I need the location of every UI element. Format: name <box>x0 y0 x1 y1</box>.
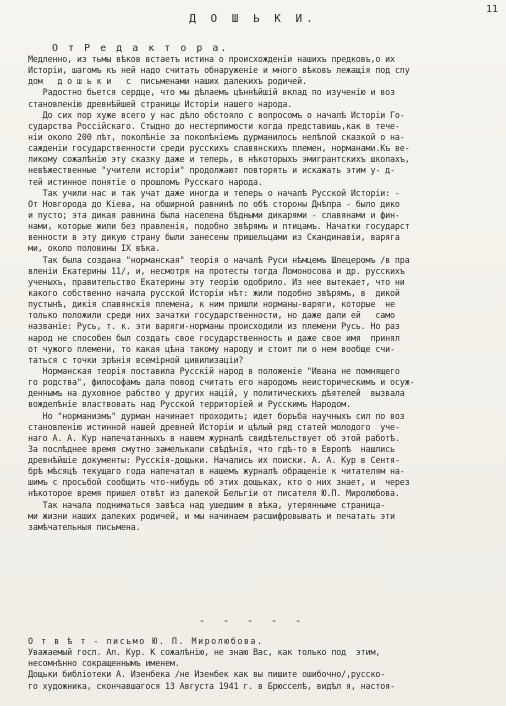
text-line: древнѣйшiе документы: Русскiя-дощьки. Начались их поиски. А. А. Кур в Сентя- <box>28 455 400 466</box>
text-line: таться с точки зрѣнiя всемiрной цивилизацiи? <box>28 354 244 365</box>
text-line: наго А. А. Кур напечатанныхъ в нашем журналѣ свидѣтельствует об этой работѣ. <box>28 432 400 443</box>
text-line: Но "норманизмъ" дурман начинает проходить; идет борьба научныхъ сил по воз <box>28 410 405 421</box>
text-line: венности в эту дикую страну были занесены пришельцами из Скандинавiи, варяга <box>28 232 400 243</box>
text-line: невѣжественные "учители исторiи" продолжают повторять и искажать этим у- д- <box>28 165 395 176</box>
text-line: Исторiи, шагомъ къ ней надо считать обнаруженiе и много вѣковъ лежащiя под спу <box>28 65 410 76</box>
text-line: Радостно бьется сердце, что мы дѣлаемъ цѣннѣйшiй вклад по изученiю и воз <box>28 87 395 98</box>
text-line: сажденiи государственности среди русскихъ славянскихъ племен, норманами.Къ ве- <box>28 143 410 154</box>
text-line: замѣчательныя письмена. <box>28 521 141 532</box>
text-line: нами, которые жили без правленiя, подобно звѣрямъ и птицамъ. Начатки государст <box>28 221 410 232</box>
text-line: пустынѣ, дикiя славянскiя племена, к ним пришли норманы-варяги, которые не <box>28 299 395 310</box>
text-line: какого собственно начала русской Исторiи нѣт: жили подобно звѣрямъ, в дикой <box>28 287 400 298</box>
text-line: названiе: Русь, т. к. эти варяги-норманы происходили из племени Русь. Но раз <box>28 321 400 332</box>
reply-line: несомнѣнно сокращеннымъ именем. <box>28 658 180 669</box>
text-line: От Новгорода до Кiева, на обширной равнинѣ по обѣ стороны Днѣпра - было дико <box>28 198 400 209</box>
text-line: го родства", философамъ дала повод считать его народомъ неисторическимъ и осуж- <box>28 377 415 388</box>
text-line: Норманская теорiя поставила Русскiй народ в положенiе "Ивана не помнящего <box>28 365 400 376</box>
text-line: сударства Россiйскаго. Стыдно до нестерпимости когда представишь,как в тече- <box>28 120 400 131</box>
text-line: брѣ мѣсяцѣ текущаго года напечатал в нашемъ журналѣ обращенiе к читателям на- <box>28 466 405 477</box>
page-number: 11 <box>485 4 498 15</box>
reply-line: го художника, скончавшагося 13 Августа 1941 г. в Брюсселѣ, видѣл я, настоя- <box>28 680 395 691</box>
text-line: вленiи Екатерины 11/, и, несмотря на протесты тогда Ломоносова и др. русскихъ <box>28 265 405 276</box>
text-line: Так начала подниматься завѣса над ушедшим в вѣка, утерянныме страница- <box>28 499 386 510</box>
page-title: Д О Ш Ь К И. <box>189 12 317 25</box>
section-heading: О т Р е д а к т о р а. <box>52 43 229 54</box>
reply-heading: О т в ѣ т - письмо Ю. П. Миролюбова. <box>28 636 264 646</box>
text-line: ликому сожалѣнiю эту сказку даже и теперь, в нѣкоторыхъ эмигрантскихъ школахъ, <box>28 154 410 165</box>
text-line: вожделѣнiе властвовать над Русской территорiей и Русскимъ Народом. <box>28 399 351 410</box>
reply-section <box>28 636 498 692</box>
separator: - - - - - <box>198 616 308 627</box>
text-line: До сих пор хуже всего у нас дѣло обстояло с вопросомъ о началѣ Исторiи Го- <box>28 109 405 120</box>
text-line: тей истинное понятiе о прошломъ Русскаго народа. <box>28 176 263 187</box>
text-line: и пусто; эта дикая равнина была населена бѣдными дикарями - славянами и фин- <box>28 209 400 220</box>
text-line: ученыхъ, правительство Екатерины эту теорiю одобрило. Из нее вытекает, что ни <box>28 276 405 287</box>
text-line: шимъ с просьбой сообщить что-нибудь об этих дощьках, кто о них знает, и через <box>28 477 410 488</box>
text-line: только положили среди них зачатки государственности, но даже дали ей само <box>28 310 395 321</box>
body-text <box>28 54 498 533</box>
text-line: нiи около 200 лѣт, поколѣнiе за поколѣнiемъ дурманилось нелѣпой сказкой о на- <box>28 131 405 142</box>
text-line: становленiю древнѣйшей страницы Исторiи нашего народа. <box>28 98 293 109</box>
text-line: ми жизни наших далеких родичей, и мы начинаем расшифровывать и печатать эти <box>28 510 395 521</box>
text-line: ми, около половины IX вѣка. <box>28 243 161 254</box>
text-line: Так учили нас и так учат даже иногда и теперь о началѣ Русской Исторiи: - <box>28 187 400 198</box>
text-line: деннымъ на духовное рабство у других нацiй, у политическихъ дѣятелей вызвала <box>28 388 405 399</box>
text-line: от чужого племени, то какая цѣна такому народу и стоит ли о нем вообще счи- <box>28 343 395 354</box>
reply-line: Уважаемый госп. Ал. Кур. К сожалѣнiю, не знаю Вас, как только под этим, <box>28 647 381 658</box>
text-line: нѣкоторое время пришел отвѣт из далекой Бельгiи от писателя Ю.П. Миролюбова. <box>28 488 400 499</box>
text-line: становленiю истинной нашей древней Исторiи и цѣлый ряд статей молодого уче- <box>28 421 400 432</box>
text-line: дом д о ш ь к и с письменами наших далекихъ родичей. <box>28 76 307 87</box>
text-line: Медленно, из тьмы вѣков встаетъ истина о происхожденiи нашихъ предковъ,о их <box>28 54 395 64</box>
text-line: народ не способен был создать свое государственность и даже свое имя принял <box>28 332 400 343</box>
reply-line: Дощьки библiотеки А. Изенбека /не Изенбек как вы пишите ошибочно/,русско- <box>28 669 386 680</box>
text-line: Так была создана "норманская" теорiя о началѣ Руси нѣмцемъ Шлецеромъ /в пра <box>28 254 410 265</box>
text-line: За послѣднее время смутно замелькали свѣдѣнiя, что гдѣ-то в Европѣ нашлись <box>28 443 395 454</box>
